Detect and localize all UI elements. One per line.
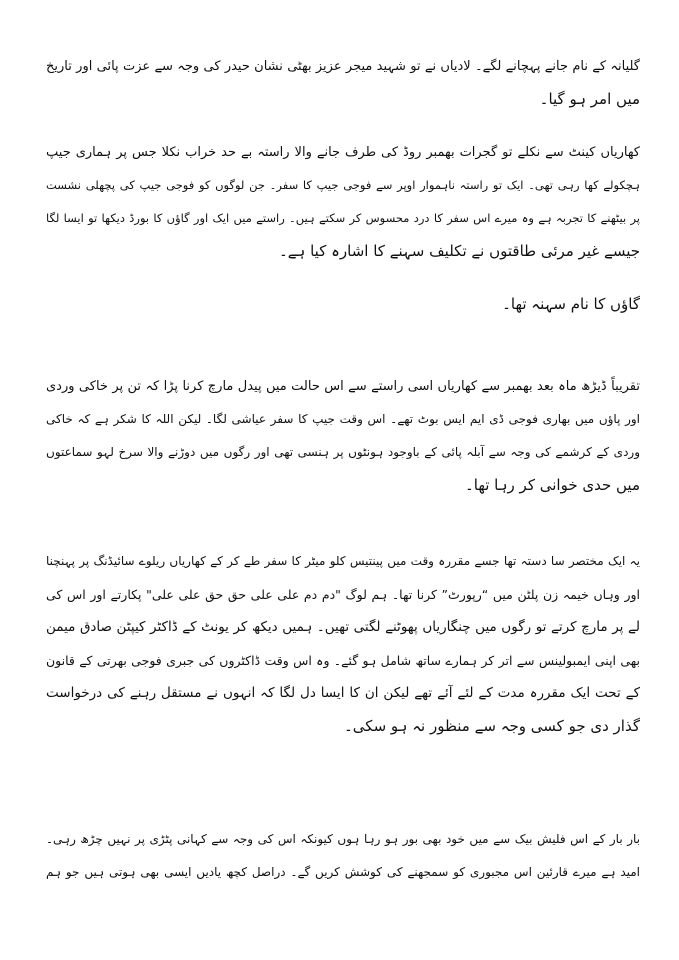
- text-line: یہ ایک مختصر سا دستہ تھا جسے مقررہ وقت میں پینتیس کلو میٹر کا سفر طے کر کے کھاریاں ریلوے سائیڈنگ پر پہنچنا: [46, 554, 640, 568]
- paragraph: [46, 288, 640, 321]
- text-line: بار بار کے اس فلیش بیک سے میں خود بھی بور ہو رہا ہوں کیونکہ اس کی وجہ سے کہانی پٹڑی پر نہیں چڑھ رہی۔: [46, 832, 640, 846]
- text-line: ہچکولے کھا رہی تھی۔ ایک تو راستہ ناہموار اوپر سے فوجی جیپ کا سفر۔ جن لوگوں کو فوجی جیپ کی پچھلی نشست: [46, 178, 640, 192]
- text-line: اور وہاں خیمہ زن پلٹن میں “رپورٹ” کرنا تھا۔ ہم لوگ "دم دم علی علی حق حق علی علی" پکارتے اور اس کی: [46, 587, 640, 602]
- text-line: کھاریاں کینٹ سے نکلے تو گجرات بھمبر روڈ کی طرف جانے والا راستہ بے حد خراب نکلا جس پر ہماری جیپ: [46, 145, 640, 160]
- text-line: میں امر ہو گیا۔: [539, 90, 640, 108]
- text-line: کے تحت ایک مقررہ مدت کے لئے آئے تھے لیکن ان کا ایسا دل لگا کہ انہوں نے مستقل رہنے کی درخواست: [46, 685, 640, 701]
- text-line: بھی اپنی ایمبولینس سے اتر کر ہمارے ساتھ شامل ہو گئے۔ وہ اس وقت ڈاکٹروں کی جبری فوجی بھرتی کے قانون: [46, 653, 640, 668]
- text-line: گلیانہ کے نام جانے پہچانے لگے۔ لادیاں نے تو شہید میجر عزیز بھٹی نشان حیدر کی وجہ سے عزت پائی اور تاریخ: [46, 59, 640, 74]
- text-line: تقریباً ڈیڑھ ماہ بعد بھمبر سے کھاریاں اسی راستے سے اس حالت میں پیدل مارچ کرنا پڑا کہ تن پر خاکی وردی: [46, 379, 640, 394]
- text-line: جیسے غیر مرئی طاقتوں نے تکلیف سہنے کا اشارہ کیا ہے۔: [278, 242, 640, 260]
- paragraph: [46, 136, 640, 268]
- paragraph: [46, 50, 640, 116]
- text-line: وردی کے کرشمے کی وجہ سے آبلہ پائی کے باوجود ہونٹوں پر ہنسی تھی اور رگوں میں دوڑنے والا سرخ لہو سماعتوں: [46, 445, 640, 459]
- text-line: اور پاؤں میں بھاری فوجی ڈی ایم ایس بوٹ تھے۔ اس وقت جیپ کا سفر عیاشی لگا۔ لیکن اللہ کا شکر ہے کہ خاکی: [46, 412, 640, 426]
- text-line: میں حدی خوانی کر رہا تھا۔: [464, 476, 640, 494]
- paragraph: [46, 545, 640, 743]
- paragraph: [46, 823, 640, 889]
- text-line: گاؤں کا نام سہنہ تھا۔: [502, 295, 640, 313]
- paragraph: [46, 370, 640, 502]
- text-line: لے پر مارچ کرتے تو رگوں میں چنگاریاں پھوٹنے لگتی تھیں۔ ہمیں دیکھ کر یونٹ کے ڈاکٹر کیپٹن صادق میمن: [46, 619, 640, 635]
- text-line: امید ہے میرے قارئین اس مجبوری کو سمجھنے کی کوشش کریں گے۔ دراصل کچھ یادیں ایسی بھی ہوتی ہیں جو ہم: [46, 865, 640, 879]
- text-line: پر بیٹھنے کا تجربہ ہے وہ میرے اس سفر کا درد محسوس کر سکتے ہیں۔ راستے میں ایک اور گاؤں کا بورڈ دیکھا تو ایسا لگا: [46, 211, 640, 225]
- text-line: گذار دی جو کسی وجہ سے منظور نہ ہو سکی۔: [344, 717, 640, 735]
